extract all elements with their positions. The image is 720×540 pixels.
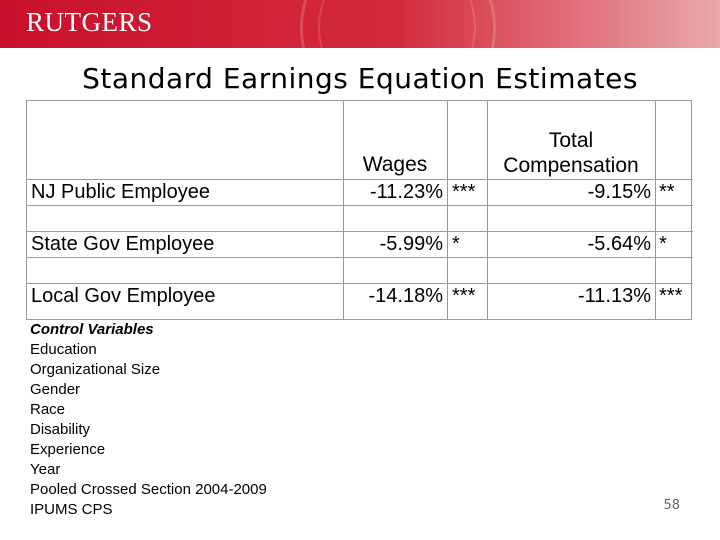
row-label: NJ Public Employee [31, 181, 210, 203]
grid-line [27, 257, 693, 258]
list-item: Race [30, 401, 66, 418]
wages-value: -5.99% [379, 233, 443, 255]
total-significance: *** [659, 285, 683, 307]
list-item: Gender [30, 381, 81, 398]
list-item: Year [30, 461, 61, 478]
total-value: -5.64% [587, 233, 651, 255]
wages-significance: *** [452, 285, 476, 307]
header-total-line2: Compensation [503, 154, 639, 177]
header-banner [0, 0, 720, 48]
total-value: -9.15% [587, 181, 651, 203]
total-value: -11.13% [577, 285, 651, 307]
wages-significance: *** [452, 181, 476, 203]
row-label: Local Gov Employee [31, 285, 216, 307]
header-wages: Wages [362, 153, 428, 176]
total-significance: ** [659, 181, 675, 203]
grid-line [655, 101, 656, 319]
wages-value: -11.23% [369, 181, 443, 203]
grid-line [27, 205, 693, 206]
grid-line [447, 101, 448, 319]
row-label: State Gov Employee [31, 233, 215, 255]
page-number: 58 [663, 498, 680, 513]
list-item: Pooled Crossed Section 2004-2009 [30, 481, 267, 498]
total-significance: * [659, 233, 667, 255]
control-variables-title: Control Variables [30, 321, 154, 338]
list-item: Experience [30, 441, 106, 458]
control-variables [30, 320, 267, 520]
list-item: Disability [30, 421, 91, 438]
list-item: IPUMS CPS [30, 501, 113, 518]
wages-value: -14.18% [368, 285, 443, 307]
wages-significance: * [452, 233, 460, 255]
list-item: Organizational Size [30, 361, 161, 378]
estimates-table [26, 100, 692, 320]
header-total-line1: Total [548, 129, 594, 152]
seal-watermark-inner [318, 0, 476, 48]
rutgers-logo: RUTGERS [26, 7, 153, 37]
slide-title: Standard Earnings Equation Estimates [82, 62, 638, 95]
list-item: Education [30, 341, 97, 358]
